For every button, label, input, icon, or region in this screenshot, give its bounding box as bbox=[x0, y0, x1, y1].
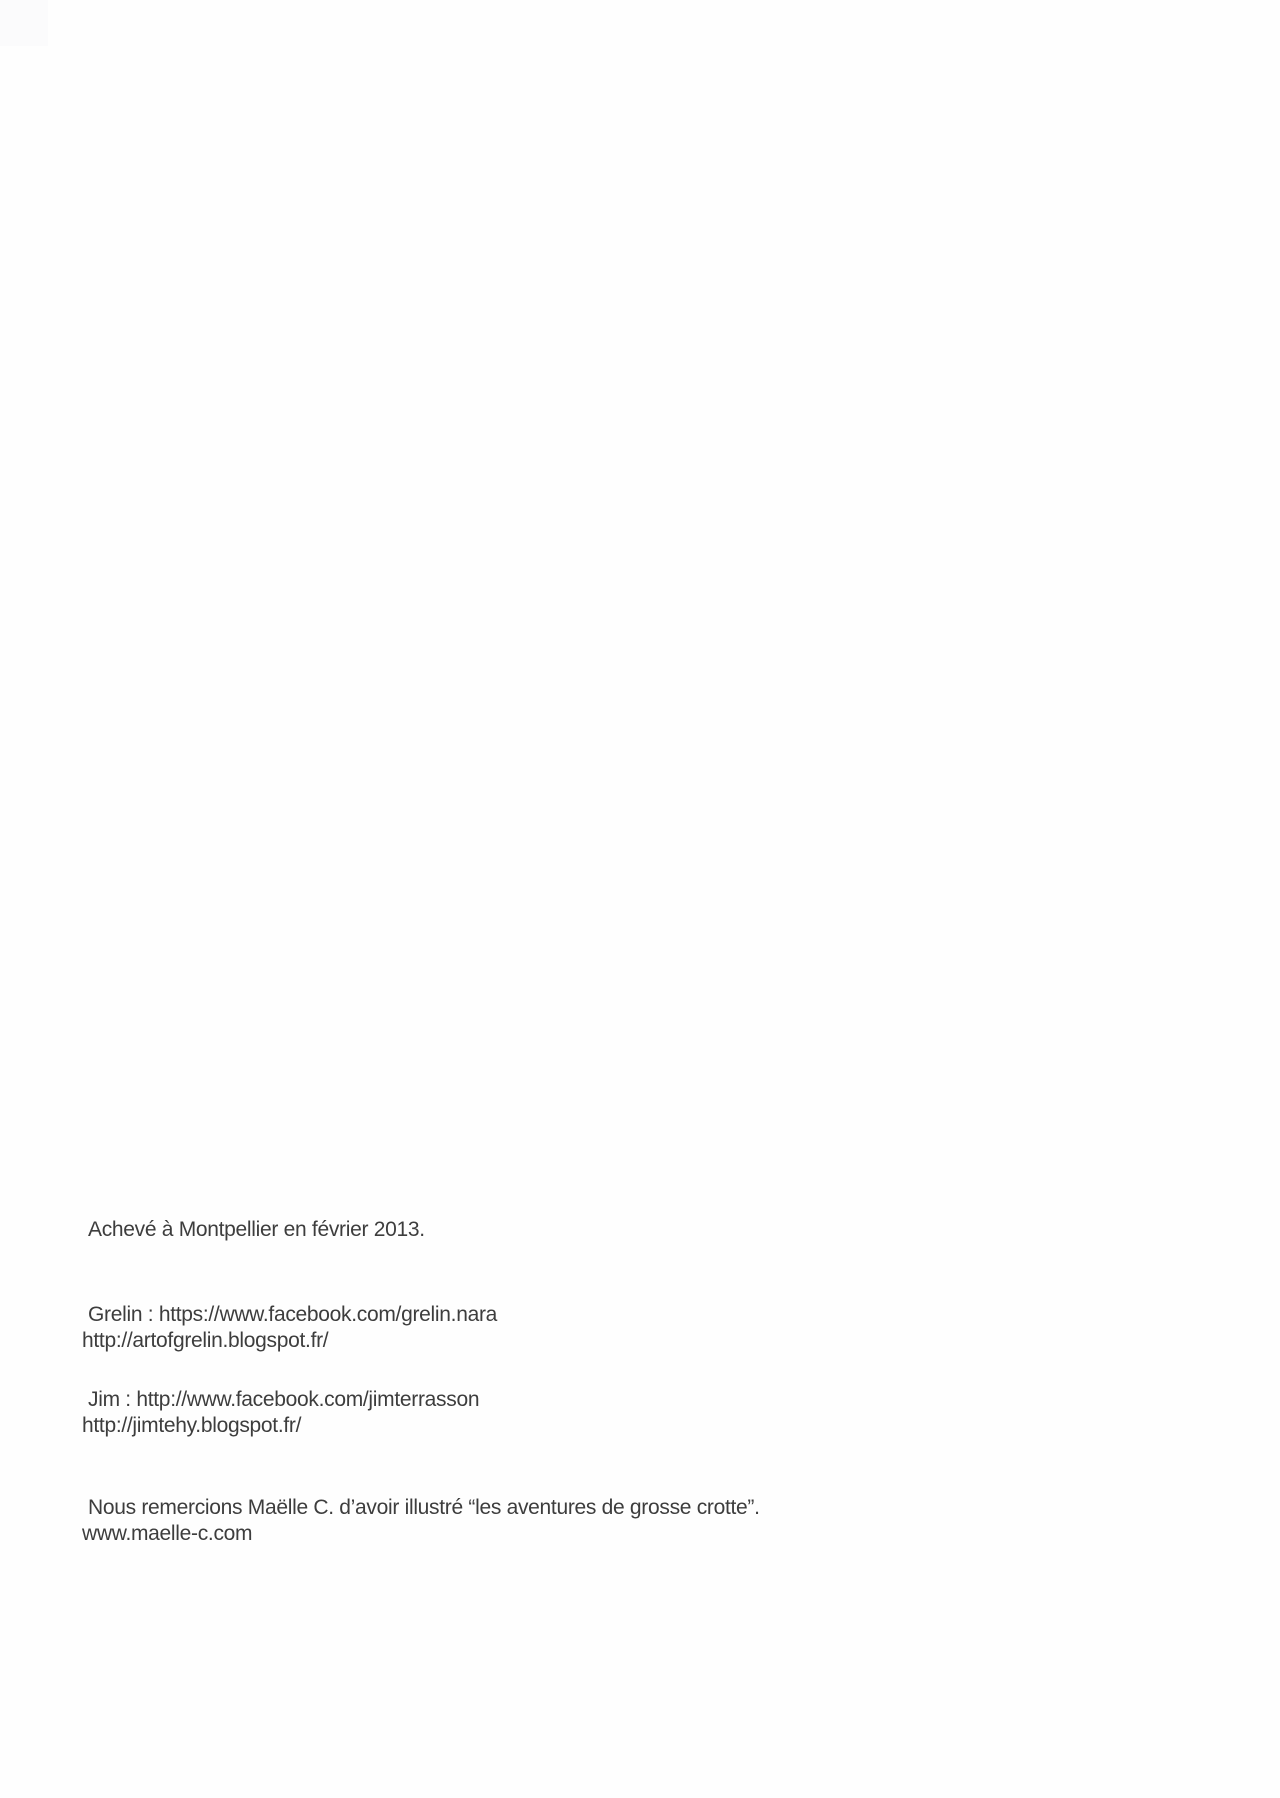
jim-credit bbox=[82, 1387, 479, 1439]
maelle-website-url: www.maelle-c.com bbox=[82, 1522, 253, 1545]
grelin-facebook-url: Grelin : https://www.facebook.com/grelin.nara bbox=[88, 1303, 498, 1326]
scan-artifact bbox=[0, 0, 48, 46]
grelin-credit bbox=[82, 1302, 497, 1354]
grelin-blog-url: http://artofgrelin.blogspot.fr/ bbox=[82, 1329, 329, 1352]
completion-note: Achevé à Montpellier en février 2013. bbox=[88, 1218, 425, 1241]
thanks-note bbox=[82, 1495, 760, 1547]
jim-facebook-url: Jim : http://www.facebook.com/jimterrasson bbox=[88, 1388, 480, 1411]
illustrator-thanks-text: Nous remercions Maëlle C. d’avoir illustré “les aventures de grosse crotte”. bbox=[88, 1496, 760, 1519]
jim-blog-url: http://jimtehy.blogspot.fr/ bbox=[82, 1414, 302, 1437]
